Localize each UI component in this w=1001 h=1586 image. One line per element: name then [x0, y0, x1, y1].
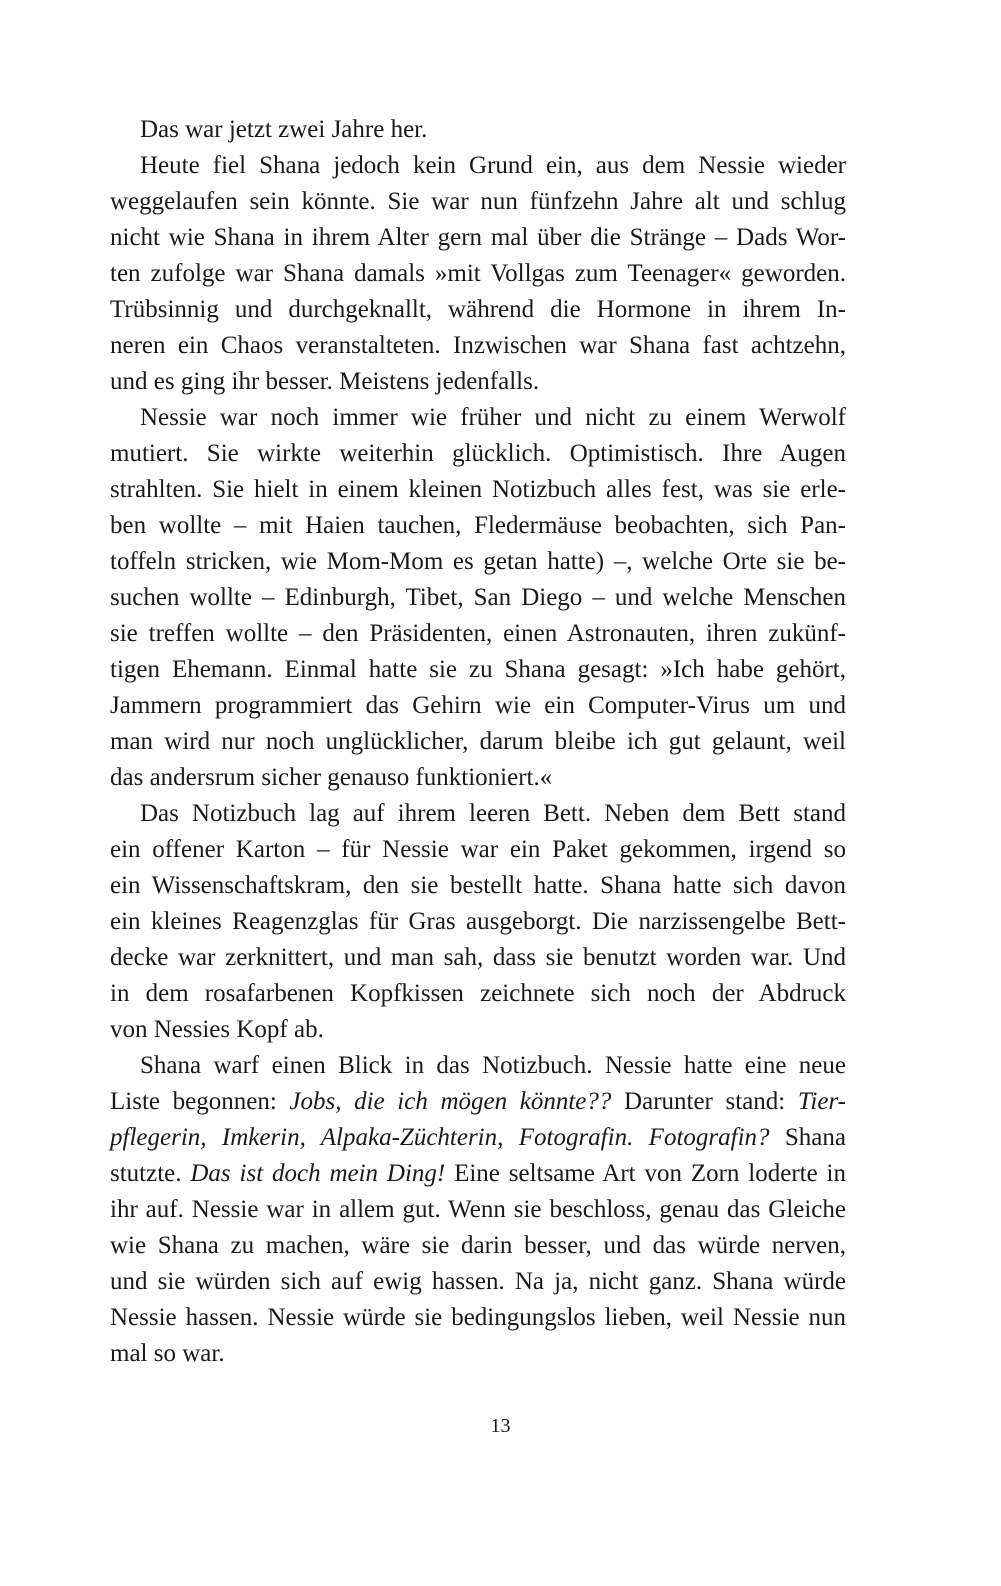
text-line: [110, 1120, 846, 1156]
text-segment: Eine seltsame Art von Zorn loderte in: [445, 1160, 847, 1187]
text-line: [110, 400, 846, 436]
text-line: [110, 796, 846, 832]
text-segment: Shana warf einen Blick in das Notizbuch. Nessie hatte eine neue: [140, 1052, 846, 1079]
text-line: [110, 1156, 846, 1192]
text-line: [110, 328, 846, 364]
text-segment: ben wollte – mit Haien tauchen, Fledermäuse beobachten, sich Pan-: [110, 512, 846, 539]
text-line: [110, 256, 846, 292]
text-segment: mal so war.: [110, 1340, 225, 1367]
text-segment: mutiert. Sie wirkte weiterhin glücklich. Optimistisch. Ihre Augen: [110, 440, 846, 467]
text-segment: toffeln stricken, wie Mom-Mom es getan hatte) –, welche Orte sie be-: [110, 548, 846, 575]
page-number: 13: [490, 1415, 511, 1437]
italic-text: pflegerin, Imkerin, Alpaka-Züchterin, Fotografin. Fotografin?: [110, 1124, 770, 1151]
text-segment: Liste begonnen:: [110, 1088, 290, 1115]
text-segment: decke war zerknittert, und man sah, dass sie benutzt worden war. Und: [110, 944, 846, 971]
text-segment: nicht wie Shana in ihrem Alter gern mal über die Stränge – Dads Wor-: [110, 224, 846, 251]
text-segment: von Nessies Kopf ab.: [110, 1016, 324, 1043]
text-segment: stutzte.: [110, 1160, 191, 1187]
text-segment: suchen wollte – Edinburgh, Tibet, San Diego – und welche Menschen: [110, 584, 846, 611]
text-segment: und es ging ihr besser. Meistens jedenfalls.: [110, 368, 540, 395]
text-segment: man wird nur noch unglücklicher, darum bleibe ich gut gelaunt, weil: [110, 728, 846, 755]
text-segment: Nessie hassen. Nessie würde sie bedingungslos lieben, weil Nessie nun: [110, 1304, 846, 1331]
text-segment: weggelaufen sein könnte. Sie war nun fünfzehn Jahre alt und schlug: [110, 188, 846, 215]
text-line: [110, 868, 846, 904]
text-segment: in dem rosafarbenen Kopfkissen zeichnete sich noch der Abdruck: [110, 980, 846, 1007]
text-line: [110, 472, 846, 508]
text-line: [110, 1012, 846, 1048]
text-segment: und sie würden sich auf ewig hassen. Na ja, nicht ganz. Shana würde: [110, 1268, 846, 1295]
text-line: [110, 436, 846, 472]
text-line: [110, 832, 846, 868]
text-segment: tigen Ehemann. Einmal hatte sie zu Shana gesagt: »Ich habe gehört,: [110, 656, 846, 683]
text-segment: ein kleines Reagenzglas für Gras ausgeborgt. Die narzissengelbe Bett-: [110, 908, 846, 935]
text-line: [110, 1048, 846, 1084]
text-line: [110, 652, 846, 688]
text-line: [110, 184, 846, 220]
text-segment: Jammern programmiert das Gehirn wie ein Computer-Virus um und: [110, 692, 846, 719]
italic-text: Das ist doch mein Ding!: [190, 1160, 446, 1187]
text-line: [110, 1228, 846, 1264]
text-segment: sie treffen wollte – den Präsidenten, einen Astronauten, ihren zukünf-: [110, 620, 846, 647]
text-line: [110, 580, 846, 616]
text-line: [110, 1084, 846, 1120]
text-segment: wie Shana zu machen, wäre sie darin besser, und das würde nerven,: [110, 1232, 846, 1259]
text-line: [110, 220, 846, 256]
text-segment: Heute fiel Shana jedoch kein Grund ein, aus dem Nessie wieder: [140, 152, 846, 179]
text-line: [110, 1192, 846, 1228]
text-segment: strahlten. Sie hielt in einem kleinen Notizbuch alles fest, was sie erle-: [110, 476, 846, 503]
text-segment: Das war jetzt zwei Jahre her.: [140, 116, 428, 143]
text-segment: Darunter stand:: [611, 1088, 798, 1115]
text-line: [110, 1264, 846, 1300]
text-segment: Das Notizbuch lag auf ihrem leeren Bett. Neben dem Bett stand: [140, 800, 846, 827]
text-segment: ihr auf. Nessie war in allem gut. Wenn sie beschloss, genau das Gleiche: [110, 1196, 846, 1223]
text-segment: ein offener Karton – für Nessie war ein Paket gekommen, irgend so: [110, 836, 846, 863]
text-segment: ten zufolge war Shana damals »mit Vollgas zum Teenager« geworden.: [110, 260, 846, 287]
book-page-text: [110, 112, 846, 1372]
text-line: [110, 112, 846, 148]
text-segment: Trübsinnig und durchgeknallt, während die Hormone in ihrem In-: [110, 296, 846, 323]
text-line: [110, 148, 846, 184]
italic-text: Tier-: [797, 1088, 846, 1115]
text-line: [110, 616, 846, 652]
text-line: [110, 364, 846, 400]
text-line: [110, 940, 846, 976]
text-segment: Nessie war noch immer wie früher und nicht zu einem Werwolf: [140, 404, 846, 431]
text-line: [110, 1336, 846, 1372]
text-segment: ein Wissenschaftskram, den sie bestellt hatte. Shana hatte sich davon: [110, 872, 846, 899]
italic-text: Jobs, die ich mögen könnte??: [289, 1088, 612, 1115]
text-segment: neren ein Chaos veranstalteten. Inzwischen war Shana fast achtzehn,: [110, 332, 846, 359]
text-line: [110, 976, 846, 1012]
text-line: [110, 292, 846, 328]
text-line: [110, 760, 846, 796]
text-segment: das andersrum sicher genauso funktioniert.«: [110, 764, 553, 791]
text-line: [110, 904, 846, 940]
text-line: [110, 1300, 846, 1336]
text-segment: Shana: [769, 1124, 846, 1151]
text-line: [110, 544, 846, 580]
text-line: [110, 508, 846, 544]
text-line: [110, 688, 846, 724]
text-line: [110, 724, 846, 760]
